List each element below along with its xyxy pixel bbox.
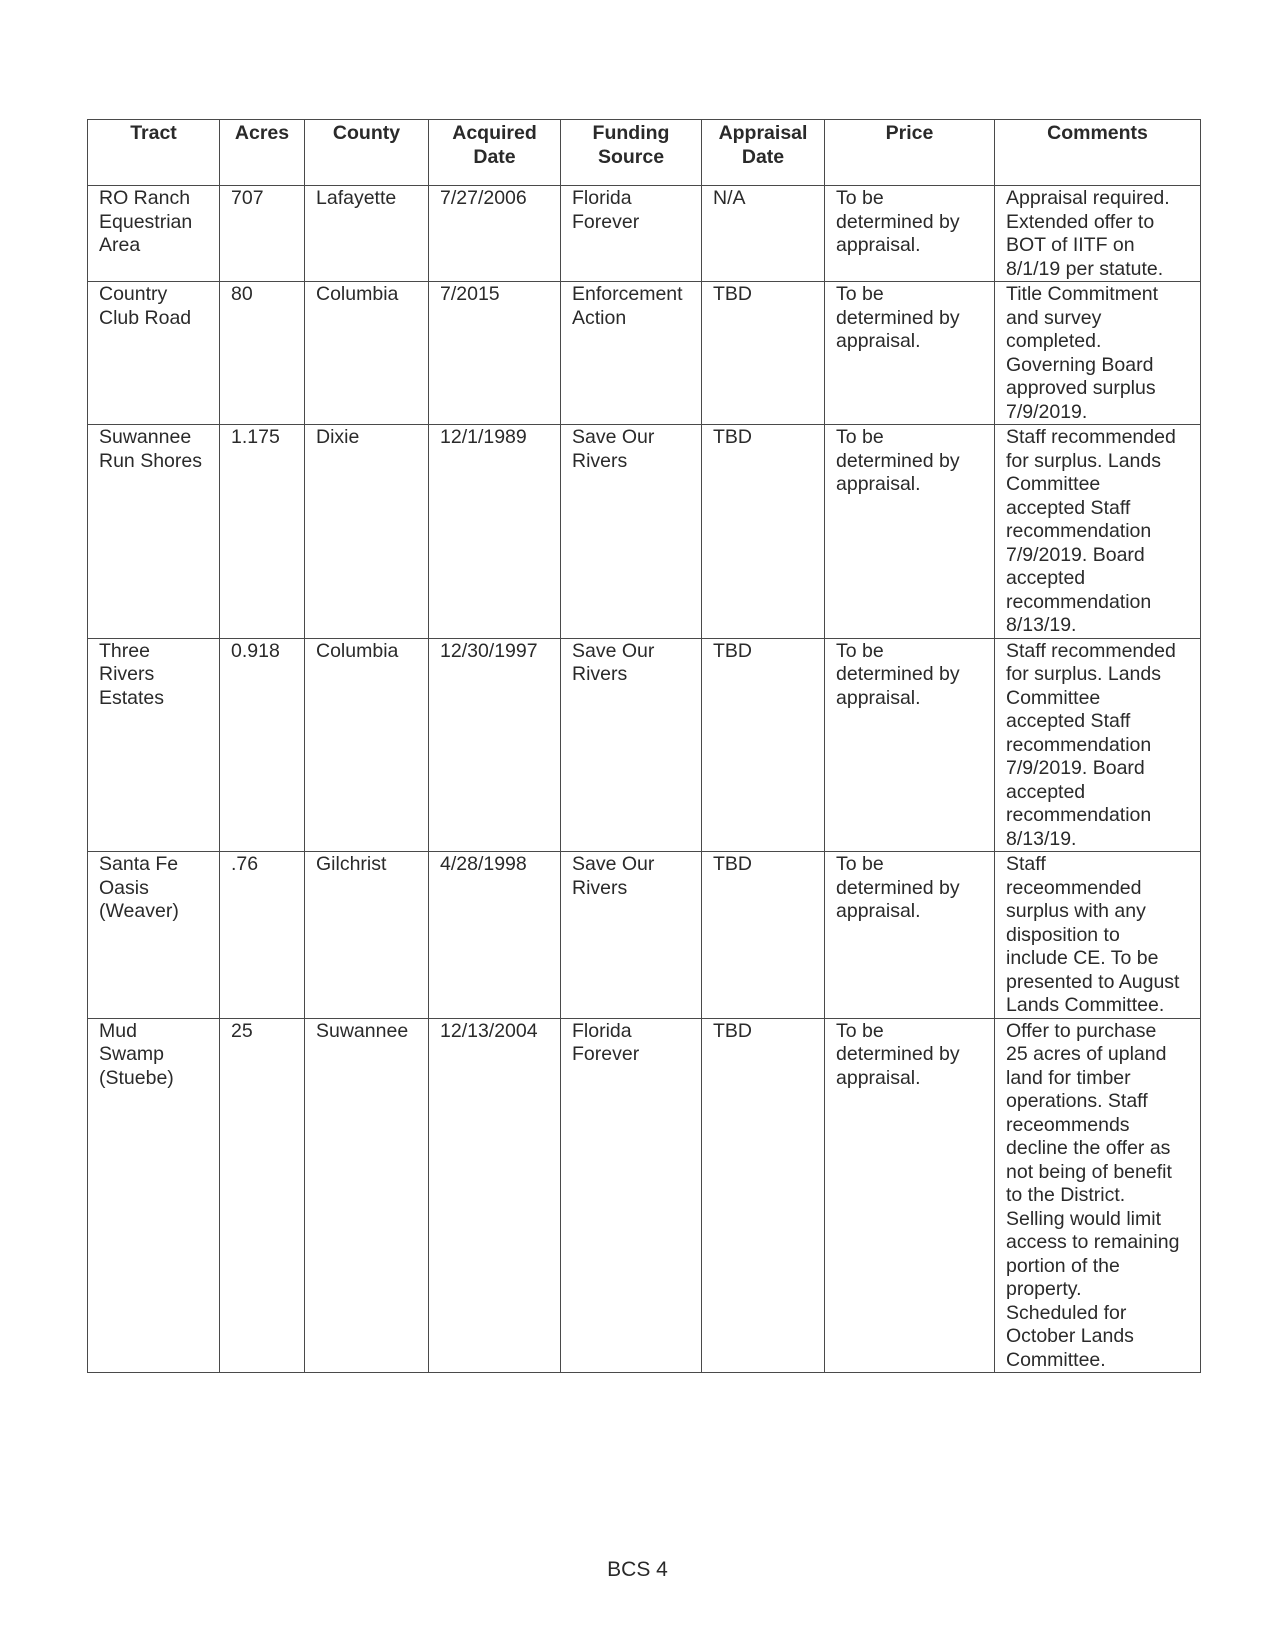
table-row [88, 282, 1201, 425]
cell-acquired-date: 12/30/1997 [429, 638, 561, 852]
cell-acquired-date: 7/27/2006 [429, 186, 561, 282]
table-row [88, 186, 1201, 282]
table-row [88, 1018, 1201, 1373]
cell-acres: 80 [220, 282, 305, 425]
cell-tract: Suwannee Run Shores [88, 425, 220, 639]
cell-tract: Three Rivers Estates [88, 638, 220, 852]
cell-county: Gilchrist [305, 852, 429, 1019]
cell-county: Dixie [305, 425, 429, 639]
cell-funding-source: Florida Forever [561, 186, 702, 282]
table-row [88, 638, 1201, 852]
header-comments: Comments [995, 120, 1201, 186]
cell-price: To be determined by appraisal. [825, 852, 995, 1019]
cell-funding-source: Save Our Rivers [561, 638, 702, 852]
cell-comments: Title Commitment and survey completed. Governing Board approved surplus 7/9/2019. [995, 282, 1201, 425]
cell-comments: Offer to purchase 25 acres of upland land for timber operations. Staff receommends decline the offer as not being of benefit to the District. Selling would limit access to remaining portion of the property. Scheduled for October Lands Committee. [995, 1018, 1201, 1373]
cell-acres: 25 [220, 1018, 305, 1373]
cell-appraisal-date: TBD [702, 282, 825, 425]
cell-acres: 1.175 [220, 425, 305, 639]
cell-acres: .76 [220, 852, 305, 1019]
cell-price: To be determined by appraisal. [825, 186, 995, 282]
cell-acres: 0.918 [220, 638, 305, 852]
page-footer-label: BCS 4 [607, 1558, 668, 1581]
cell-funding-source: Save Our Rivers [561, 425, 702, 639]
cell-price: To be determined by appraisal. [825, 1018, 995, 1373]
cell-acres: 707 [220, 186, 305, 282]
cell-county: Suwannee [305, 1018, 429, 1373]
surplus-lands-table [87, 119, 1201, 1373]
cell-appraisal-date: N/A [702, 186, 825, 282]
cell-tract: Santa Fe Oasis (Weaver) [88, 852, 220, 1019]
cell-county: Lafayette [305, 186, 429, 282]
table-header-row [88, 120, 1201, 186]
header-appraisal-date: Appraisal Date [702, 120, 825, 186]
cell-county: Columbia [305, 282, 429, 425]
table-row [88, 425, 1201, 639]
cell-appraisal-date: TBD [702, 425, 825, 639]
cell-price: To be determined by appraisal. [825, 425, 995, 639]
cell-funding-source: Enforcement Action [561, 282, 702, 425]
cell-acquired-date: 12/1/1989 [429, 425, 561, 639]
cell-appraisal-date: TBD [702, 1018, 825, 1373]
cell-price: To be determined by appraisal. [825, 638, 995, 852]
cell-comments: Staff recommended for surplus. Lands Committee accepted Staff recommendation 7/9/2019. Board accepted recommendation 8/13/19. [995, 425, 1201, 639]
cell-acquired-date: 12/13/2004 [429, 1018, 561, 1373]
cell-comments: Appraisal required. Extended offer to BOT of IITF on 8/1/19 per statute. [995, 186, 1201, 282]
header-funding-source: Funding Source [561, 120, 702, 186]
cell-price: To be determined by appraisal. [825, 282, 995, 425]
cell-funding-source: Save Our Rivers [561, 852, 702, 1019]
cell-tract: RO Ranch Equestrian Area [88, 186, 220, 282]
table-row [88, 852, 1201, 1019]
header-tract: Tract [88, 120, 220, 186]
header-acres: Acres [220, 120, 305, 186]
header-acquired-date: Acquired Date [429, 120, 561, 186]
header-price: Price [825, 120, 995, 186]
cell-tract: Mud Swamp (Stuebe) [88, 1018, 220, 1373]
cell-acquired-date: 7/2015 [429, 282, 561, 425]
cell-appraisal-date: TBD [702, 638, 825, 852]
cell-county: Columbia [305, 638, 429, 852]
cell-comments: Staff receommended surplus with any disposition to include CE. To be presented to August Lands Committee. [995, 852, 1201, 1019]
cell-comments: Staff recommended for surplus. Lands Committee accepted Staff recommendation 7/9/2019. Board accepted recommendation 8/13/19. [995, 638, 1201, 852]
header-county: County [305, 120, 429, 186]
cell-appraisal-date: TBD [702, 852, 825, 1019]
cell-tract: Country Club Road [88, 282, 220, 425]
cell-funding-source: Florida Forever [561, 1018, 702, 1373]
cell-acquired-date: 4/28/1998 [429, 852, 561, 1019]
